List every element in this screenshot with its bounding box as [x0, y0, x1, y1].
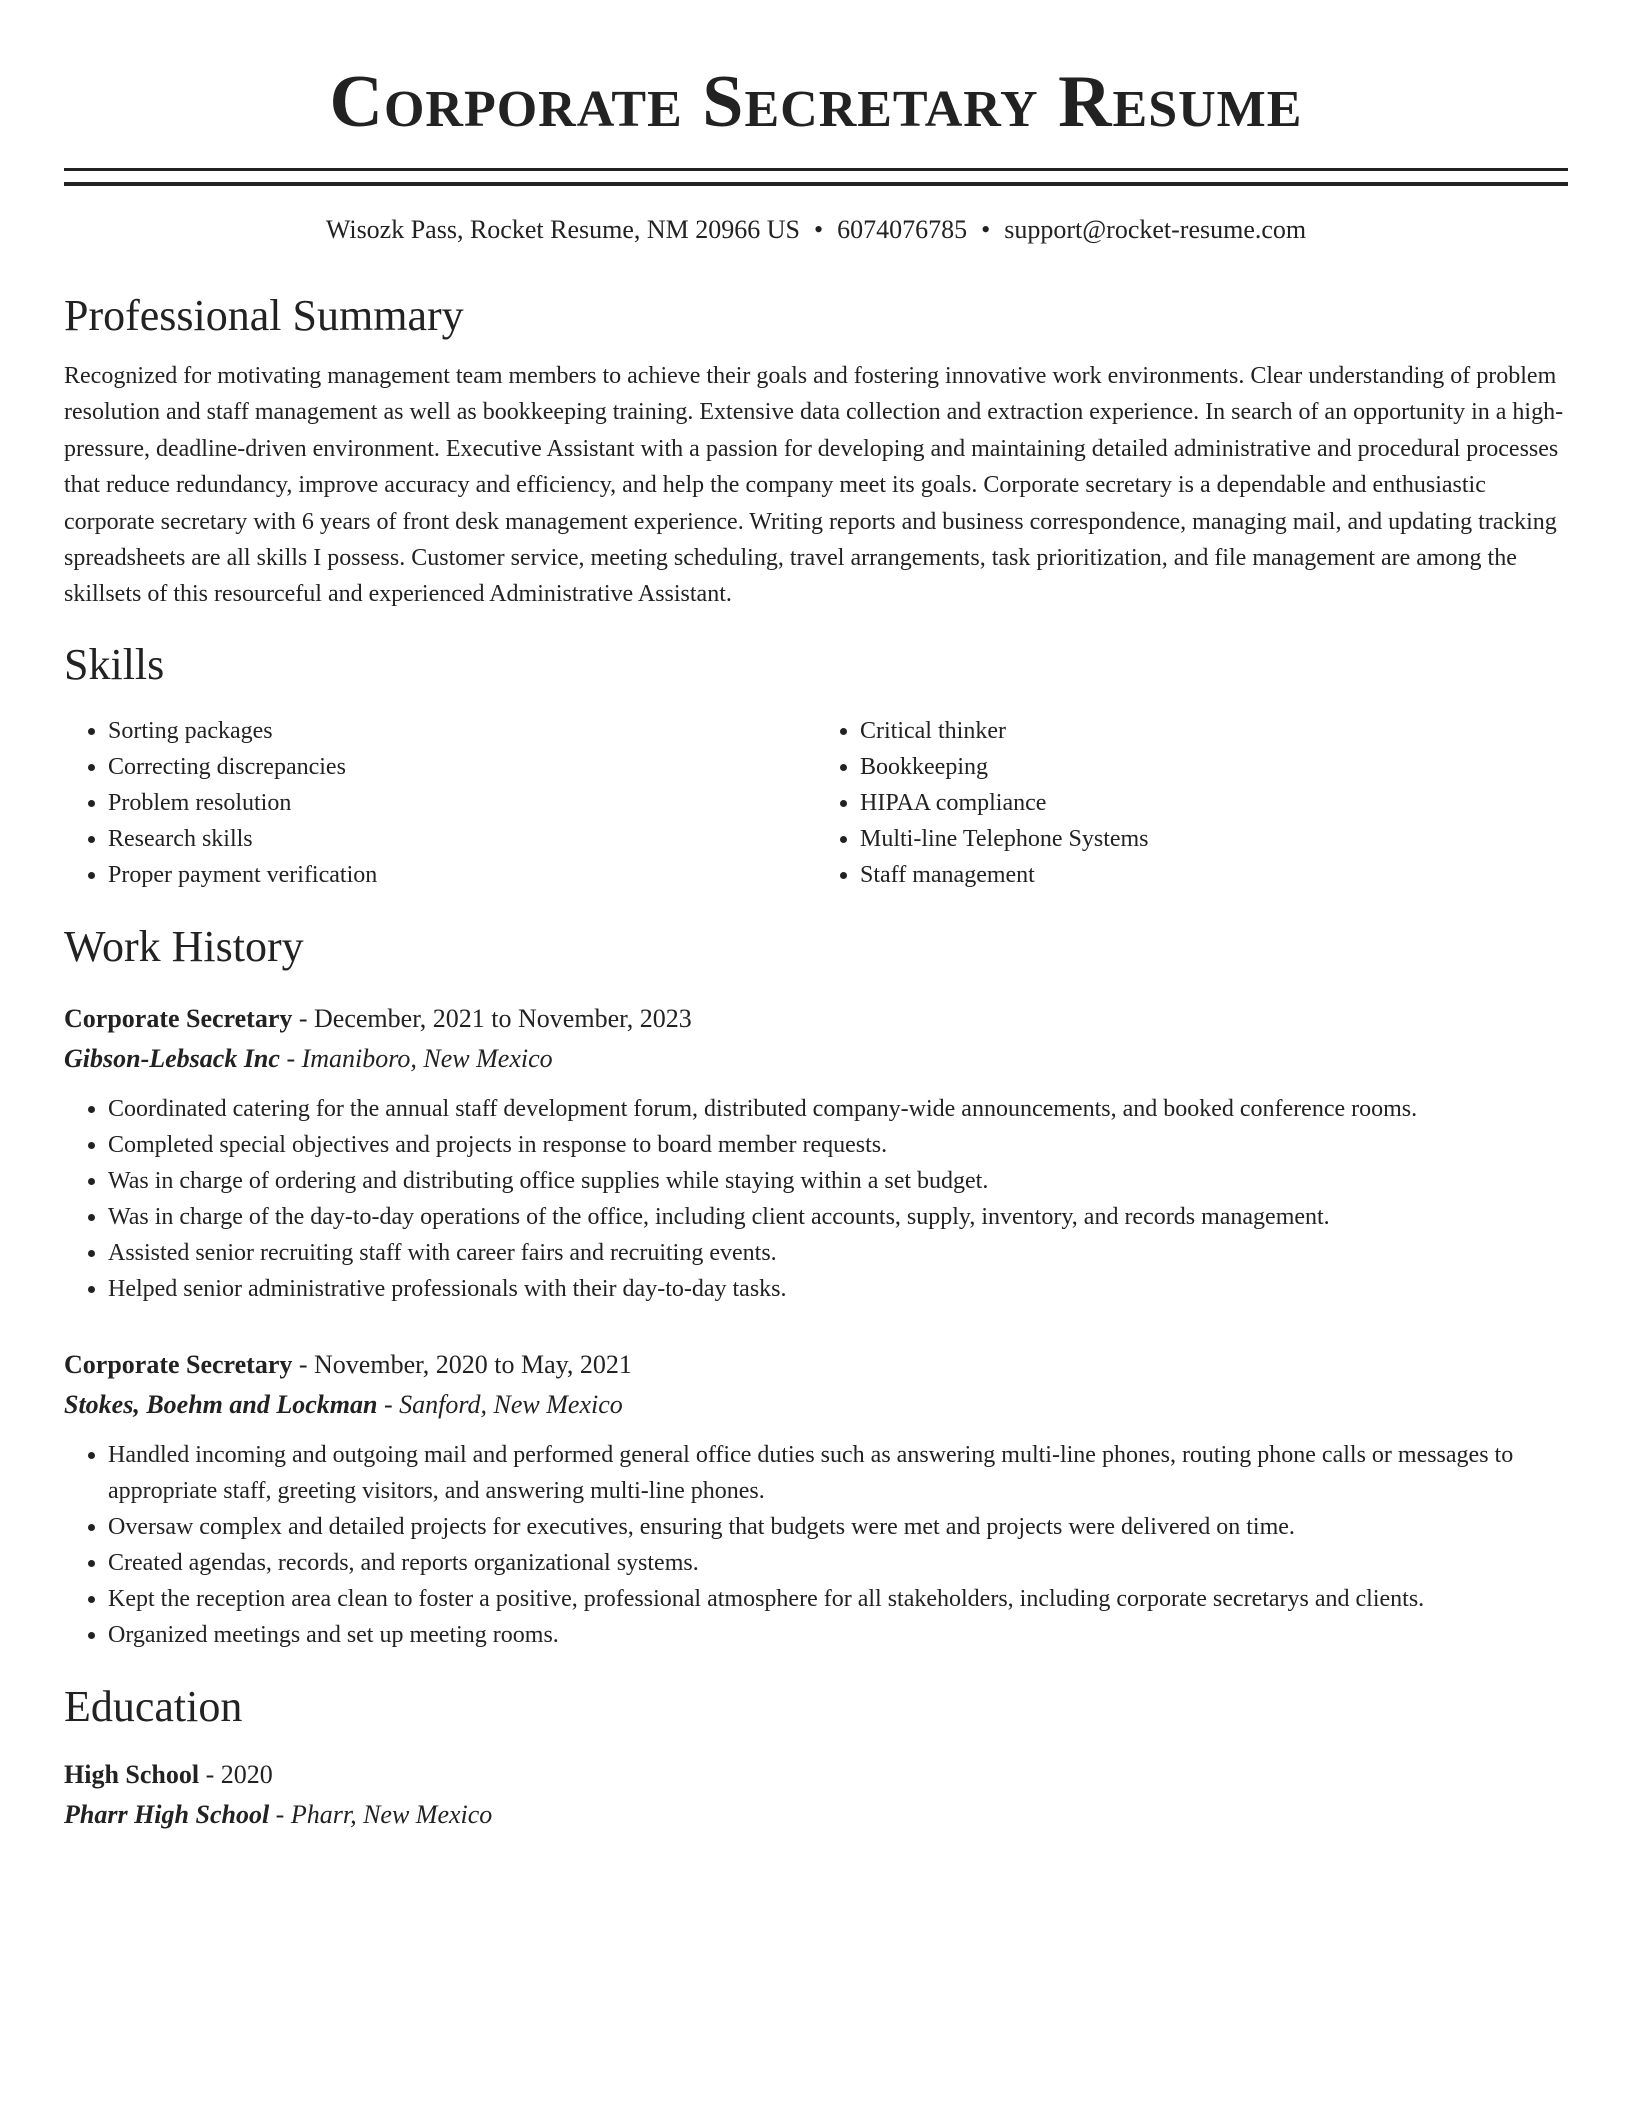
- job-title: Corporate Secretary: [64, 1003, 293, 1033]
- skill-item: • HIPAA compliance: [860, 785, 1568, 821]
- job-dates: - December, 2021 to November, 2023: [292, 1003, 692, 1033]
- resume-page: [64, 0, 1568, 1835]
- contact-address: Wisozk Pass, Rocket Resume, NM 20966 US: [325, 215, 801, 244]
- education-entry: [64, 1755, 1568, 1835]
- job-entry: [64, 1345, 1568, 1653]
- contact-line: [64, 214, 1568, 246]
- school-line: [64, 1795, 1568, 1835]
- skill-item: • Proper payment verification: [108, 857, 816, 893]
- job-title-line: [64, 999, 1568, 1039]
- summary-section: [64, 290, 1568, 613]
- skills-columns: [64, 713, 1568, 893]
- skill-item: • Sorting packages: [108, 713, 816, 749]
- job-entry: [64, 999, 1568, 1307]
- job-dates: - November, 2020 to May, 2021: [292, 1349, 632, 1379]
- skill-item: • Correcting discrepancies: [108, 749, 816, 785]
- job-title: Corporate Secretary: [64, 1349, 293, 1379]
- skills-list-right: [816, 713, 1568, 893]
- contact-separator: •: [814, 215, 824, 244]
- job-company-line: [64, 1385, 1568, 1425]
- job-title-line: [64, 1345, 1568, 1385]
- job-company: Gibson-Lebsack Inc: [64, 1043, 280, 1073]
- duty-item: • Coordinated catering for the annual staff development forum, distributed company-wide announcements, and booked conference rooms.: [108, 1091, 1568, 1127]
- summary-text: Recognized for motivating management team members to achieve their goals and fostering innovative work environments. Clear understanding of problem resolution and staff management as well as bookkeeping training. Extensive data collection and extraction experience. In search of an opportunity in a high-pressure, deadline-driven environment. Executive Assistant with a passion for developing and maintaining detailed administrative and procedural processes that reduce redundancy, improve accuracy and efficiency, and help the company meet its goals. Corporate secretary is a dependable and enthusiastic corporate secretary with 6 years of front desk management experience. Writing reports and business correspondence, managing mail, and updating tracking spreadsheets are all skills I possess. Customer service, meeting scheduling, travel arrangements, task prioritization, and file management are among the skillsets of this resourceful and experienced Administrative Assistant.: [64, 363, 1564, 608]
- school-location: - Pharr, New Mexico: [269, 1799, 493, 1829]
- work-history-heading: Work History: [64, 921, 304, 971]
- duty-item: • Was in charge of the day-to-day operations of the office, including client accounts, supply, inventory, and records management.: [108, 1199, 1568, 1235]
- duty-item: • Completed special objectives and projects in response to board member requests.: [108, 1127, 1568, 1163]
- duty-item: • Kept the reception area clean to foster a positive, professional atmosphere for all stakeholders, including corporate secretarys and clients.: [108, 1581, 1568, 1617]
- skill-item: • Multi-line Telephone Systems: [860, 821, 1568, 857]
- skills-section: [64, 639, 1568, 893]
- skills-heading: Skills: [64, 639, 165, 689]
- skill-item: • Bookkeeping: [860, 749, 1568, 785]
- skill-item: • Critical thinker: [860, 713, 1568, 749]
- skill-item: • Staff management: [860, 857, 1568, 893]
- duty-item: • Was in charge of ordering and distributing office supplies while staying within a set budget.: [108, 1163, 1568, 1199]
- duty-item: • Handled incoming and outgoing mail and performed general office duties such as answering multi-line phones, routing phone calls or messages to appropriate staff, greeting visitors, and answering multi-line phones.: [108, 1437, 1568, 1509]
- contact-separator: •: [981, 215, 991, 244]
- duty-item: • Created agendas, records, and reports organizational systems.: [108, 1545, 1568, 1581]
- duty-item: • Oversaw complex and detailed projects for executives, ensuring that budgets were met and projects were delivered on time.: [108, 1509, 1568, 1545]
- skill-item: • Problem resolution: [108, 785, 816, 821]
- contact-phone: 6074076785: [837, 215, 968, 244]
- duty-item: • Helped senior administrative professionals with their day-to-day tasks.: [108, 1271, 1568, 1307]
- resume-title: Corporate Secretary Resume: [329, 61, 1303, 143]
- work-history-section: [64, 921, 1568, 1653]
- job-duties: [64, 1437, 1568, 1653]
- degree-line: [64, 1755, 1568, 1795]
- skill-item: • Research skills: [108, 821, 816, 857]
- job-duties: [64, 1091, 1568, 1307]
- job-company: Stokes, Boehm and Lockman: [64, 1389, 378, 1419]
- contact-email: support@rocket-resume.com: [1004, 215, 1307, 244]
- title-divider: [64, 168, 1568, 186]
- graduation-year: - 2020: [199, 1759, 273, 1789]
- education-heading: Education: [64, 1681, 243, 1731]
- duty-item: • Organized meetings and set up meeting rooms.: [108, 1617, 1568, 1653]
- degree: High School: [64, 1759, 200, 1789]
- job-location: - Imaniboro, New Mexico: [279, 1043, 553, 1073]
- job-location: - Sanford, New Mexico: [377, 1389, 623, 1419]
- duty-item: • Assisted senior recruiting staff with career fairs and recruiting events.: [108, 1235, 1568, 1271]
- school-name: Pharr High School: [64, 1799, 270, 1829]
- skills-list-left: [64, 713, 816, 893]
- job-company-line: [64, 1039, 1568, 1079]
- summary-heading: Professional Summary: [64, 291, 464, 340]
- education-section: [64, 1681, 1568, 1835]
